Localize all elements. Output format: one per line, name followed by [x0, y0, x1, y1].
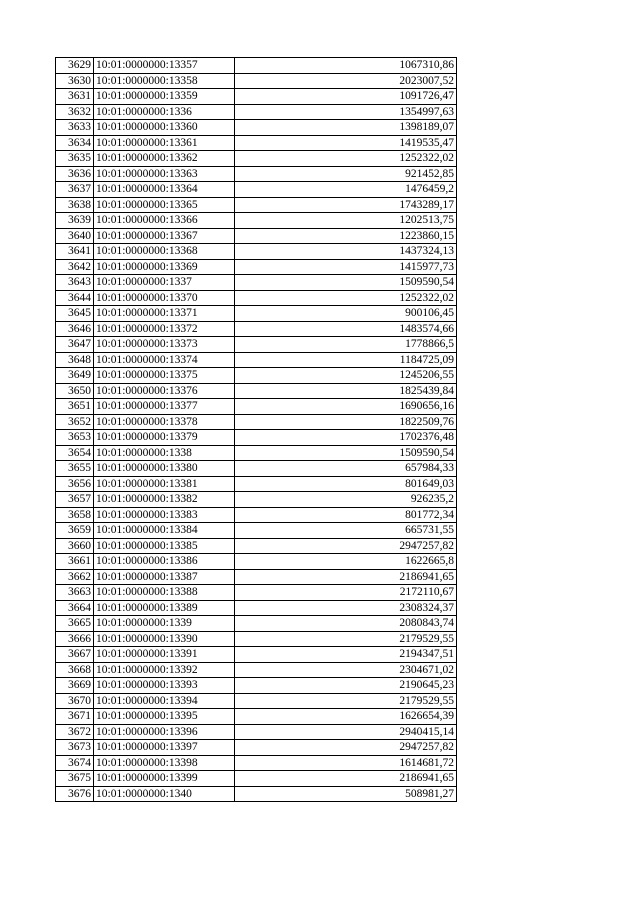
- table-row: [56, 678, 457, 694]
- row-number: 3674: [56, 755, 94, 771]
- table-row: [56, 693, 457, 709]
- cadastral-number: 10:01:0000000:13390: [94, 631, 235, 647]
- row-number: 3647: [56, 337, 94, 353]
- cadastral-value: 1822509,76: [235, 414, 457, 430]
- row-number: 3629: [56, 58, 94, 74]
- cadastral-number: 10:01:0000000:13389: [94, 600, 235, 616]
- table-row: [56, 306, 457, 322]
- table-row: [56, 182, 457, 198]
- table-row: [56, 430, 457, 446]
- cadastral-value: 1091726,47: [235, 89, 457, 105]
- cadastral-value: 1825439,84: [235, 383, 457, 399]
- row-number: 3656: [56, 476, 94, 492]
- cadastral-value: 1354997,63: [235, 104, 457, 120]
- cadastral-number: 10:01:0000000:13380: [94, 461, 235, 477]
- row-number: 3655: [56, 461, 94, 477]
- table-row: [56, 58, 457, 74]
- row-number: 3645: [56, 306, 94, 322]
- cadastral-number: 10:01:0000000:13361: [94, 135, 235, 151]
- cadastral-number: 10:01:0000000:13397: [94, 740, 235, 756]
- row-number: 3652: [56, 414, 94, 430]
- cadastral-number: 10:01:0000000:13386: [94, 554, 235, 570]
- cadastral-number: 10:01:0000000:13366: [94, 213, 235, 229]
- row-number: 3637: [56, 182, 94, 198]
- table-row: [56, 554, 457, 570]
- cadastral-number: 10:01:0000000:13393: [94, 678, 235, 694]
- cadastral-number: 10:01:0000000:1337: [94, 275, 235, 291]
- cadastral-value: 2179529,55: [235, 631, 457, 647]
- row-number: 3671: [56, 709, 94, 725]
- table-row: [56, 709, 457, 725]
- cadastral-number: 10:01:0000000:13391: [94, 647, 235, 663]
- cadastral-value: 1184725,09: [235, 352, 457, 368]
- cadastral-value: 2194347,51: [235, 647, 457, 663]
- cadastral-value: 2179529,55: [235, 693, 457, 709]
- table-body: [56, 58, 457, 802]
- row-number: 3649: [56, 368, 94, 384]
- table-row: [56, 771, 457, 787]
- cadastral-number: 10:01:0000000:13373: [94, 337, 235, 353]
- row-number: 3631: [56, 89, 94, 105]
- table-row: [56, 461, 457, 477]
- cadastral-value: 1622665,8: [235, 554, 457, 570]
- table-row: [56, 538, 457, 554]
- table-row: [56, 120, 457, 136]
- cadastral-number: 10:01:0000000:13383: [94, 507, 235, 523]
- table-row: [56, 352, 457, 368]
- cadastral-value: 1202513,75: [235, 213, 457, 229]
- cadastral-value: 1743289,17: [235, 197, 457, 213]
- cadastral-value: 1067310,86: [235, 58, 457, 74]
- row-number: 3660: [56, 538, 94, 554]
- row-number: 3648: [56, 352, 94, 368]
- cadastral-number: 10:01:0000000:13395: [94, 709, 235, 725]
- table-row: [56, 585, 457, 601]
- cadastral-number: 10:01:0000000:13369: [94, 259, 235, 275]
- cadastral-number: 10:01:0000000:13377: [94, 399, 235, 415]
- cadastral-number: 10:01:0000000:13367: [94, 228, 235, 244]
- cadastral-value: 1509590,54: [235, 275, 457, 291]
- cadastral-value: 2186941,65: [235, 771, 457, 787]
- table-row: [56, 259, 457, 275]
- cadastral-value: 1419535,47: [235, 135, 457, 151]
- cadastral-value: 2308324,37: [235, 600, 457, 616]
- table-row: [56, 321, 457, 337]
- table-row: [56, 104, 457, 120]
- row-number: 3658: [56, 507, 94, 523]
- cadastral-value: 2940415,14: [235, 724, 457, 740]
- table-row: [56, 383, 457, 399]
- cadastral-number: 10:01:0000000:13374: [94, 352, 235, 368]
- cadastral-value: 1437324,13: [235, 244, 457, 260]
- cadastral-number: 10:01:0000000:13375: [94, 368, 235, 384]
- cadastral-value: 2172110,67: [235, 585, 457, 601]
- table-row: [56, 89, 457, 105]
- cadastral-value: 1483574,66: [235, 321, 457, 337]
- cadastral-number: 10:01:0000000:13394: [94, 693, 235, 709]
- cadastral-value: 2023007,52: [235, 73, 457, 89]
- cadastral-number: 10:01:0000000:1336: [94, 104, 235, 120]
- table-row: [56, 151, 457, 167]
- table-row: [56, 569, 457, 585]
- table-row: [56, 476, 457, 492]
- cadastral-number: 10:01:0000000:13363: [94, 166, 235, 182]
- cadastral-value: 1614681,72: [235, 755, 457, 771]
- row-number: 3651: [56, 399, 94, 415]
- cadastral-value: 921452,85: [235, 166, 457, 182]
- row-number: 3650: [56, 383, 94, 399]
- row-number: 3640: [56, 228, 94, 244]
- table-row: [56, 166, 457, 182]
- cadastral-value: 1398189,07: [235, 120, 457, 136]
- table-row: [56, 414, 457, 430]
- table-row: [56, 600, 457, 616]
- table-row: [56, 724, 457, 740]
- cadastral-number: 10:01:0000000:13387: [94, 569, 235, 585]
- table-row: [56, 337, 457, 353]
- row-number: 3644: [56, 290, 94, 306]
- table-row: [56, 616, 457, 632]
- table-row: [56, 647, 457, 663]
- cadastral-value: 1415977,73: [235, 259, 457, 275]
- cadastral-value: 657984,33: [235, 461, 457, 477]
- row-number: 3675: [56, 771, 94, 787]
- table-row: [56, 445, 457, 461]
- table-row: [56, 786, 457, 802]
- table-row: [56, 197, 457, 213]
- cadastral-value: 926235,2: [235, 492, 457, 508]
- row-number: 3659: [56, 523, 94, 539]
- row-number: 3641: [56, 244, 94, 260]
- cadastral-number: 10:01:0000000:13398: [94, 755, 235, 771]
- table-row: [56, 631, 457, 647]
- cadastral-value: 2304671,02: [235, 662, 457, 678]
- row-number: 3665: [56, 616, 94, 632]
- row-number: 3646: [56, 321, 94, 337]
- cadastral-number: 10:01:0000000:13385: [94, 538, 235, 554]
- cadastral-number: 10:01:0000000:13368: [94, 244, 235, 260]
- row-number: 3636: [56, 166, 94, 182]
- table-row: [56, 275, 457, 291]
- cadastral-value: 2080843,74: [235, 616, 457, 632]
- cadastral-number: 10:01:0000000:13392: [94, 662, 235, 678]
- row-number: 3670: [56, 693, 94, 709]
- row-number: 3634: [56, 135, 94, 151]
- row-number: 3676: [56, 786, 94, 802]
- cadastral-value: 1690656,16: [235, 399, 457, 415]
- cadastral-value: 801649,03: [235, 476, 457, 492]
- table-row: [56, 740, 457, 756]
- table-row: [56, 368, 457, 384]
- row-number: 3653: [56, 430, 94, 446]
- cadastral-number: 10:01:0000000:13399: [94, 771, 235, 787]
- table-row: [56, 507, 457, 523]
- row-number: 3663: [56, 585, 94, 601]
- row-number: 3638: [56, 197, 94, 213]
- cadastral-value: 1509590,54: [235, 445, 457, 461]
- table-row: [56, 523, 457, 539]
- cadastral-value: 2947257,82: [235, 538, 457, 554]
- cadastral-value: 1252322,02: [235, 290, 457, 306]
- cadastral-number: 10:01:0000000:13357: [94, 58, 235, 74]
- table-row: [56, 662, 457, 678]
- row-number: 3657: [56, 492, 94, 508]
- row-number: 3639: [56, 213, 94, 229]
- cadastral-value: 1245206,55: [235, 368, 457, 384]
- cadastral-value: 1626654,39: [235, 709, 457, 725]
- cadastral-number: 10:01:0000000:13364: [94, 182, 235, 198]
- cadastral-value: 2186941,65: [235, 569, 457, 585]
- row-number: 3667: [56, 647, 94, 663]
- cadastral-number: 10:01:0000000:13381: [94, 476, 235, 492]
- cadastral-number: 10:01:0000000:1340: [94, 786, 235, 802]
- row-number: 3632: [56, 104, 94, 120]
- table-row: [56, 228, 457, 244]
- cadastral-number: 10:01:0000000:13372: [94, 321, 235, 337]
- cadastral-number: 10:01:0000000:13358: [94, 73, 235, 89]
- data-table: [55, 57, 457, 802]
- cadastral-number: 10:01:0000000:13362: [94, 151, 235, 167]
- cadastral-number: 10:01:0000000:13359: [94, 89, 235, 105]
- cadastral-value: 665731,55: [235, 523, 457, 539]
- table-row: [56, 290, 457, 306]
- cadastral-number: 10:01:0000000:13382: [94, 492, 235, 508]
- table-row: [56, 244, 457, 260]
- cadastral-number: 10:01:0000000:13379: [94, 430, 235, 446]
- cadastral-number: 10:01:0000000:1339: [94, 616, 235, 632]
- cadastral-value: 900106,45: [235, 306, 457, 322]
- cadastral-number: 10:01:0000000:13388: [94, 585, 235, 601]
- table-row: [56, 73, 457, 89]
- table-row: [56, 492, 457, 508]
- cadastral-number: 10:01:0000000:13378: [94, 414, 235, 430]
- cadastral-number: 10:01:0000000:13370: [94, 290, 235, 306]
- cadastral-value: 1252322,02: [235, 151, 457, 167]
- cadastral-value: 2947257,82: [235, 740, 457, 756]
- row-number: 3666: [56, 631, 94, 647]
- cadastral-number: 10:01:0000000:13371: [94, 306, 235, 322]
- row-number: 3668: [56, 662, 94, 678]
- cadastral-number: 10:01:0000000:1338: [94, 445, 235, 461]
- cadastral-number: 10:01:0000000:13376: [94, 383, 235, 399]
- table-row: [56, 135, 457, 151]
- row-number: 3630: [56, 73, 94, 89]
- row-number: 3672: [56, 724, 94, 740]
- row-number: 3642: [56, 259, 94, 275]
- table-row: [56, 399, 457, 415]
- row-number: 3662: [56, 569, 94, 585]
- cadastral-value: 1778866,5: [235, 337, 457, 353]
- row-number: 3673: [56, 740, 94, 756]
- cadastral-value: 2190645,23: [235, 678, 457, 694]
- cadastral-value: 1223860,15: [235, 228, 457, 244]
- row-number: 3643: [56, 275, 94, 291]
- cadastral-number: 10:01:0000000:13360: [94, 120, 235, 136]
- row-number: 3669: [56, 678, 94, 694]
- cadastral-value: 801772,34: [235, 507, 457, 523]
- table-row: [56, 755, 457, 771]
- cadastral-value: 508981,27: [235, 786, 457, 802]
- cadastral-value: 1702376,48: [235, 430, 457, 446]
- row-number: 3664: [56, 600, 94, 616]
- row-number: 3661: [56, 554, 94, 570]
- table-row: [56, 213, 457, 229]
- row-number: 3654: [56, 445, 94, 461]
- row-number: 3635: [56, 151, 94, 167]
- cadastral-number: 10:01:0000000:13396: [94, 724, 235, 740]
- cadastral-number: 10:01:0000000:13384: [94, 523, 235, 539]
- row-number: 3633: [56, 120, 94, 136]
- cadastral-number: 10:01:0000000:13365: [94, 197, 235, 213]
- cadastral-value: 1476459,2: [235, 182, 457, 198]
